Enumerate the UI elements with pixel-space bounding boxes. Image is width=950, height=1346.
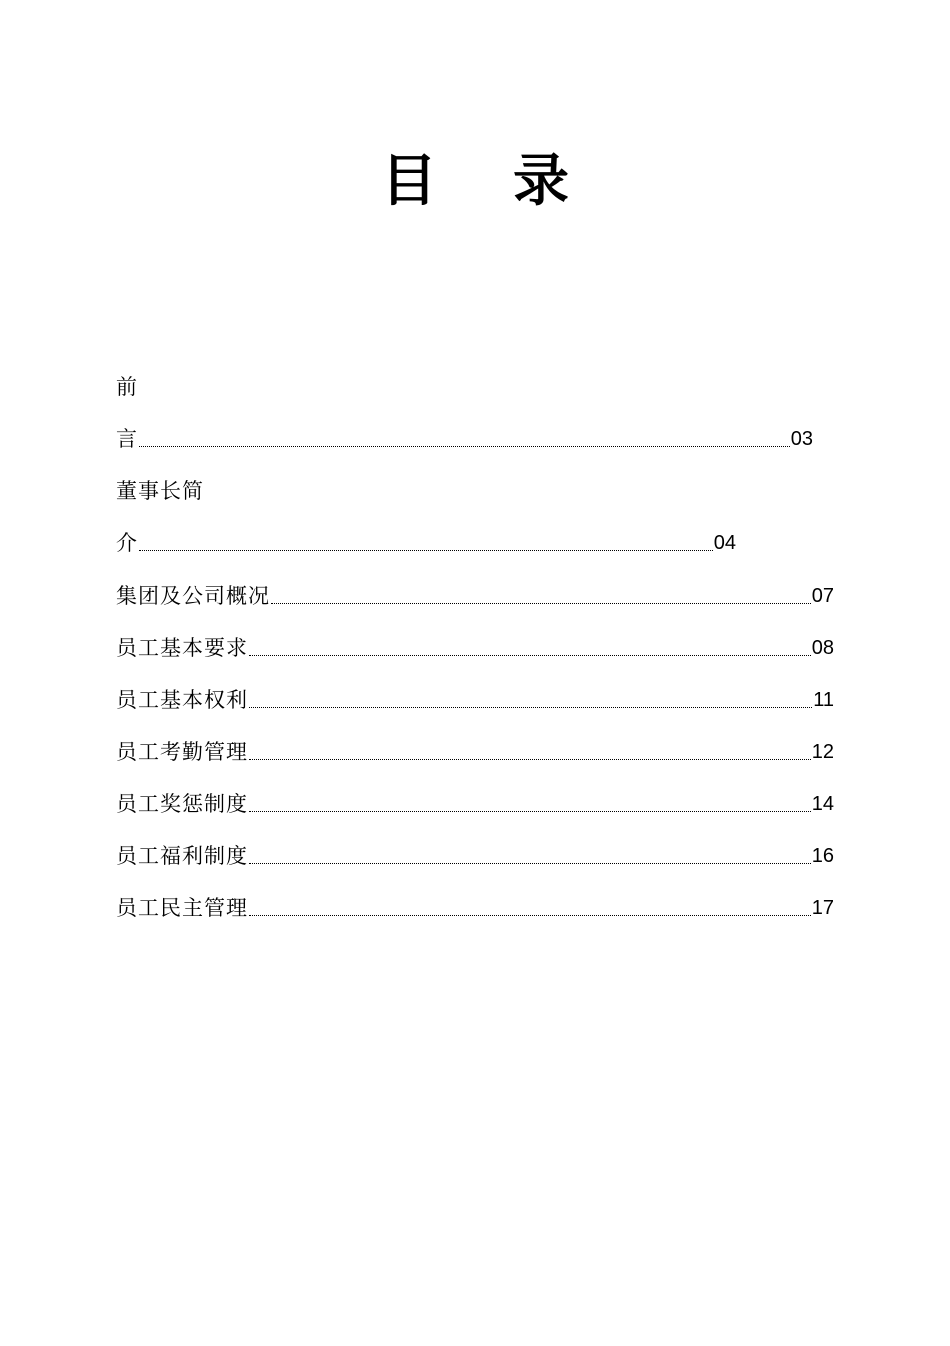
toc-entry-label: 董事长简 [116, 479, 204, 503]
toc-page-number: 12 [811, 741, 834, 763]
toc-entry-label: 员工基本要求 [116, 636, 248, 660]
dot-leader [139, 550, 713, 551]
toc-page-number: 11 [813, 689, 834, 711]
toc-page-number: 03 [790, 428, 813, 450]
toc-page-number: 14 [811, 793, 834, 815]
toc-entry-label: 前 [116, 375, 138, 399]
toc-entry-1[interactable] [116, 424, 813, 454]
toc-entry-label: 员工民主管理 [116, 896, 248, 920]
toc-entry-label: 员工福利制度 [116, 844, 248, 868]
toc-entry-label: 集团及公司概况 [116, 584, 270, 608]
toc-entry-9[interactable] [116, 893, 834, 923]
dot-leader [249, 707, 812, 708]
toc-entry-8[interactable] [116, 841, 834, 871]
dot-leader [139, 446, 790, 447]
dot-leader [271, 603, 811, 604]
toc-entry-4[interactable] [116, 633, 834, 663]
toc-entry-1-line-1 [116, 372, 316, 402]
toc-entry-2-line-1 [116, 476, 416, 506]
toc-entry-label: 员工基本权利 [116, 688, 248, 712]
toc-page-number: 16 [811, 845, 834, 867]
title-char-1: 目 [381, 148, 437, 214]
title-char-2: 录 [513, 148, 569, 214]
toc-entry-5[interactable] [116, 685, 834, 715]
page-title [0, 146, 950, 216]
toc-entry-2[interactable] [116, 528, 736, 558]
toc-entry-label: 员工考勤管理 [116, 740, 248, 764]
toc-page-number: 07 [811, 585, 834, 607]
dot-leader [249, 863, 811, 864]
dot-leader [249, 811, 811, 812]
toc-entry-7[interactable] [116, 789, 834, 819]
toc-entry-6[interactable] [116, 737, 834, 767]
dot-leader [249, 915, 811, 916]
toc-entry-label: 言 [116, 427, 138, 451]
dot-leader [249, 655, 811, 656]
toc-entry-3[interactable] [116, 581, 834, 611]
toc-entry-label: 介 [116, 531, 138, 555]
toc-entry-label: 员工奖惩制度 [116, 792, 248, 816]
dot-leader [249, 759, 811, 760]
toc-page-number: 17 [811, 897, 834, 919]
toc-page-number: 08 [811, 637, 834, 659]
toc-page-number: 04 [713, 532, 736, 554]
